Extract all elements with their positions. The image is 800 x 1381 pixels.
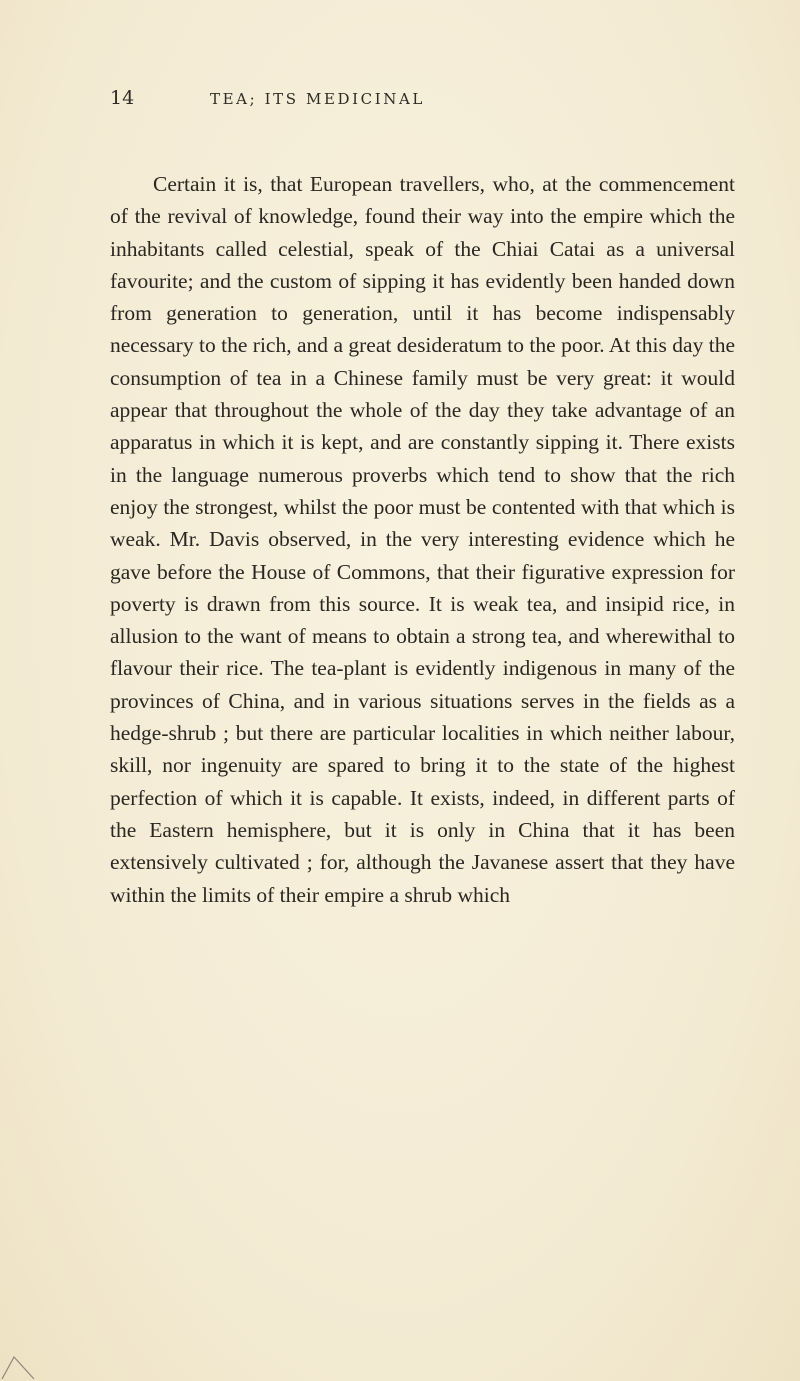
page-header [110,87,730,117]
body-paragraph: Certain it is, that European travellers, who, at the commencement of the revival of knowledge, found their way into the empire which the inhabitants called celestial, speak of the Chiai Catai as a universal favourite; and the custom of sipping it has evidently been handed down from generation to generation, until it has become indispensably necessary to the rich, and a great desideratum to the poor. At this day the consumption of tea in a Chinese family must be very great: it would appear that throughout the whole of the day they take advantage of an apparatus in which it is kept, and are constantly sipping it. There exists in the language numerous proverbs which tend to show that the rich enjoy the strongest, whilst the poor must be contented with that which is weak. Mr. Davis observed, in the very interesting evidence which he gave before the House of Commons, that their figurative expression for poverty is drawn from this source. It is weak tea, and insipid rice, in allusion to the want of means to obtain a strong tea, and wherewithal to flavour their rice. The tea-plant is evidently indigenous in many of the provinces of China, and in various situations serves in the fields as a hedge-shrub ; but there are particular localities in which neither labour, skill, nor ingenuity are spared to bring it to the state of the highest perfection of which it is capable. It exists, indeed, in different parts of the Eastern hemisphere, but it is only in China that it has been extensively cultivated ; for, although the Javanese assert that they have within the limits of their empire a shrub which [110,172,735,907]
corner-pencil-mark [0,1351,40,1381]
running-head: TEA; ITS MEDICINAL [210,90,425,108]
page-number: 14 [110,87,135,109]
